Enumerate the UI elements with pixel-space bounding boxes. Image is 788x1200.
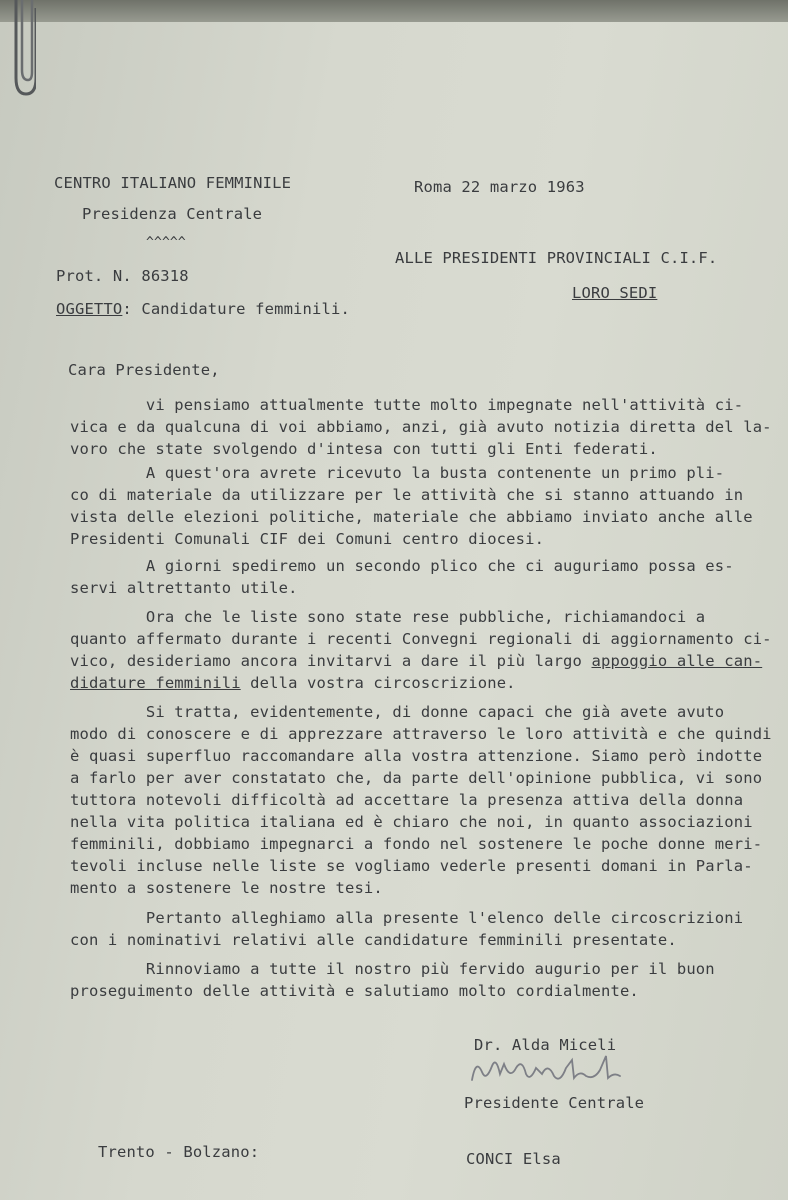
body-text: vico, desideriamo ancora invitarvi a dare il più largo xyxy=(70,652,592,670)
body-line: tevoli incluse nelle liste se vogliamo vederle presenti domani in Parla- xyxy=(70,857,753,875)
subject-label: OGGETTO xyxy=(56,300,123,318)
body-line: co di materiale da utilizzare per le attività che si stanno attuando in xyxy=(70,486,744,504)
body-text: della vostra circoscrizione. xyxy=(240,674,516,692)
body-line: nella vita politica italiana ed è chiaro che noi, in quanto associazioni xyxy=(70,813,753,831)
body-line: è quasi superfluo raccomandare alla vostra attenzione. Siamo però indotte xyxy=(70,747,763,765)
body-line: voro che state svolgendo d'intesa con tutti gli Enti federati. xyxy=(70,440,658,458)
body-line xyxy=(70,672,516,694)
body-line: mento a sostenere le nostre tesi. xyxy=(70,879,383,897)
body-line: Pertanto alleghiamo alla presente l'elenco delle circoscrizioni xyxy=(70,909,744,927)
body-line: vi pensiamo attualmente tutte molto impegnate nell'attività ci- xyxy=(70,396,744,414)
body-line xyxy=(70,650,762,672)
body-line: vica e da qualcuna di voi abbiamo, anzi, già avuto notizia diretta del la- xyxy=(70,418,772,436)
body-line: Ora che le liste sono state rese pubbliche, richiamandoci a xyxy=(70,608,706,626)
underlined-text: didature femminili xyxy=(70,674,241,692)
subject-text: : Candidature femminili. xyxy=(122,300,350,318)
body-line: vista delle elezioni politiche, materiale che abbiamo inviato anche alle xyxy=(70,508,753,526)
recipient-location: LORO SEDI xyxy=(572,284,658,302)
signatory-title: Presidente Centrale xyxy=(464,1094,645,1112)
body-line: A quest'ora avrete ricevuto la busta contenente un primo pli- xyxy=(70,464,725,482)
underlined-text: appoggio alle can- xyxy=(591,652,763,670)
body-line: quanto affermato durante i recenti Convegni regionali di aggiornamento ci- xyxy=(70,630,772,648)
header-ornament: ^^^^^ xyxy=(146,235,186,250)
handwritten-signature xyxy=(468,1050,648,1090)
signatory-name: Dr. Alda Miceli xyxy=(474,1036,617,1054)
body-line: con i nominativi relativi alle candidature femminili presentate. xyxy=(70,931,677,949)
subject-line xyxy=(56,298,350,320)
place-date: Roma 22 marzo 1963 xyxy=(414,178,585,196)
office-name: Presidenza Centrale xyxy=(82,205,263,223)
body-line: Rinnoviamo a tutte il nostro più fervido augurio per il buon xyxy=(70,960,715,978)
body-line: tuttora notevoli difficoltà ad accettare la presenza attiva della donna xyxy=(70,791,744,809)
org-name: CENTRO ITALIANO FEMMINILE xyxy=(54,174,292,192)
body-line: A giorni spediremo un secondo plico che ci auguriamo possa es- xyxy=(70,557,734,575)
body-line: servi altrettanto utile. xyxy=(70,579,298,597)
recipient: ALLE PRESIDENTI PROVINCIALI C.I.F. xyxy=(395,249,718,267)
body-line: femminili, dobbiamo impegnarci a fondo nel sostenere le poche donne meri- xyxy=(70,835,763,853)
footer-district: Trento - Bolzano: xyxy=(98,1143,260,1161)
body-line: proseguimento delle attività e salutiamo molto cordialmente. xyxy=(70,982,639,1000)
body-line: a farlo per aver constatato che, da parte dell'opinione pubblica, vi sono xyxy=(70,769,763,787)
body-line: Presidenti Comunali CIF dei Comuni centro diocesi. xyxy=(70,530,545,548)
footer-candidate: CONCI Elsa xyxy=(466,1150,561,1168)
protocol-number: Prot. N. 86318 xyxy=(56,267,189,285)
paperclip-icon xyxy=(6,0,36,100)
salutation: Cara Presidente, xyxy=(68,361,220,379)
body-line: Si tratta, evidentemente, di donne capaci che già avete avuto xyxy=(70,703,725,721)
body-line: modo di conoscere e di apprezzare attraverso le loro attività e che quindi xyxy=(70,725,772,743)
